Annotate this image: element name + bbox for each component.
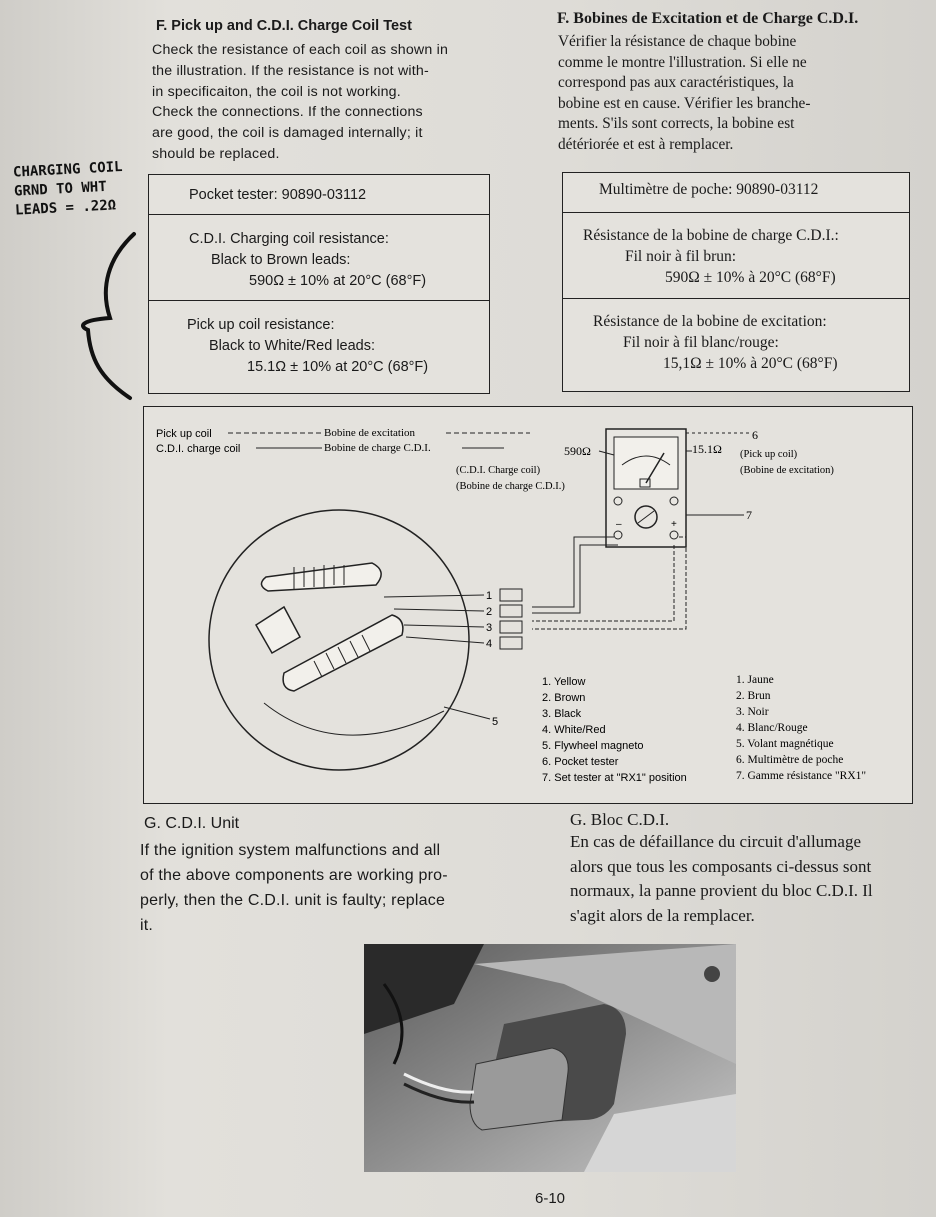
cdi-coil-value: 590Ω ± 10% at 20°C (68°F) — [249, 273, 427, 289]
part-item: 4. White/Red — [542, 724, 606, 736]
cdi-coil-leads: Black to Brown leads: — [211, 252, 351, 268]
pickup-coil-leads: Black to White/Red leads: — [209, 338, 376, 354]
terminal-1: 1 — [486, 590, 493, 602]
legend-cdi-fr: Bobine de charge C.D.I. — [324, 442, 431, 454]
svg-text:+: + — [671, 519, 677, 530]
wire-connector-icon — [500, 589, 522, 649]
tester-spec: Multimètre de poche: 90890-03112 — [599, 181, 819, 198]
tester-row — [149, 175, 489, 215]
cdi-unit-photo-icon — [364, 944, 736, 1172]
terminal-2: 2 — [486, 606, 493, 618]
text-line: Check the connections. If the connections — [152, 104, 423, 121]
section-f-heading-en: F. Pick up and C.D.I. Charge Coil Test — [156, 18, 412, 34]
part-item: 2. Brown — [542, 692, 586, 704]
text-line: the illustration. If the resistance is not with- — [152, 62, 429, 79]
text-line: of the above components are working pro- — [140, 867, 448, 884]
text-line: alors que tous les composants ci-dessus sont — [570, 856, 872, 876]
text-line: s'agit alors de la remplacer. — [570, 905, 755, 925]
pickup-coil-value: 15,1Ω ± 10% à 20°C (68°F) — [663, 355, 838, 372]
text-line: comme le montre l'illustration. Si elle ne — [558, 53, 807, 71]
text-line: correspond pas aux caractéristiques, la — [558, 74, 794, 91]
callout-7: 7 — [746, 508, 752, 522]
note-line: GRND TO WHT — [13, 178, 108, 200]
text-line: ments. S'ils sont corrects, la bobine est — [558, 115, 795, 132]
terminal-4: 4 — [486, 638, 493, 650]
text-line: If the ignition system malfunctions and all — [140, 842, 441, 859]
svg-text:–: – — [616, 519, 622, 530]
legend-pickup-en: Pick up coil — [156, 428, 212, 440]
legend-pickup-fr: Bobine de excitation — [324, 427, 416, 439]
section-f-text-en — [152, 40, 497, 165]
handwritten-bracket-icon — [60, 228, 140, 403]
pickup-coil-title: Résistance de la bobine de excitation: — [593, 313, 827, 330]
part-item: 3. Noir — [736, 706, 769, 718]
text-line: normaux, la panne provient du bloc C.D.I. Il — [570, 881, 873, 900]
cdi-coil-label-en: (C.D.I. Charge coil) — [456, 465, 541, 476]
part-item: 3. Black — [542, 708, 582, 720]
parts-list-fr — [736, 674, 866, 782]
cdi-coil-title: Résistance de la bobine de charge C.D.I.: — [583, 227, 839, 244]
section-g-heading-fr: G. Bloc C.D.I. — [570, 810, 670, 829]
terminal-3: 3 — [486, 622, 493, 634]
text-line: En cas de défaillance du circuit d'allumage — [570, 832, 861, 851]
tester-row — [563, 173, 909, 213]
cdi-coil-row — [563, 213, 909, 299]
text-line: perly, then the C.D.I. unit is faulty; replace — [140, 892, 446, 909]
wiring-diagram-svg — [144, 407, 911, 802]
callout-6: 6 — [752, 428, 758, 442]
meter-right-value: 15.1Ω — [692, 442, 722, 456]
section-g-text-en — [140, 838, 502, 938]
spec-box-en — [148, 174, 490, 394]
cdi-unit-photo — [364, 944, 736, 1172]
text-line: détériorée et est à remplacer. — [558, 135, 734, 153]
part-item: 2. Brun — [736, 690, 771, 702]
section-g-text-fr — [570, 830, 928, 928]
tester-spec: Pocket tester: 90890-03112 — [189, 187, 367, 203]
part-item: 5. Volant magnétique — [736, 738, 834, 750]
text-line: should be replaced. — [152, 145, 280, 162]
note-line: CHARGING COIL — [12, 158, 123, 181]
section-f-heading-fr: F. Bobines de Excitation et de Charge C.D.I. — [557, 10, 859, 27]
callout-5: 5 — [492, 716, 499, 728]
part-item: 6. Multimètre de poche — [736, 754, 844, 766]
page-number: 6-10 — [535, 1190, 566, 1207]
text-line: in specificaiton, the coil is not working. — [152, 83, 401, 100]
cdi-coil-value: 590Ω ± 10% à 20°C (68°F) — [665, 269, 836, 286]
pickup-coil-leads: Fil noir à fil blanc/rouge: — [623, 334, 779, 351]
cdi-coil-label-fr: (Bobine de charge C.D.I.) — [456, 481, 565, 492]
pocket-tester-icon — [606, 429, 686, 547]
pickup-coil-row — [563, 299, 909, 389]
legend-cdi-en: C.D.I. charge coil — [156, 443, 241, 455]
cdi-coil-leads: Fil noir à fil brun: — [625, 248, 737, 265]
part-item: 1. Jaune — [736, 674, 774, 686]
section-f-text-fr — [558, 32, 896, 155]
text-line: are good, the coil is damaged internally; it — [152, 125, 423, 142]
part-item: 6. Pocket tester — [542, 756, 619, 768]
pickup-coil-label-fr: (Bobine de excitation) — [740, 465, 834, 476]
wiring-diagram — [143, 406, 913, 804]
note-line: LEADS = .22Ω — [14, 197, 117, 219]
part-item: 1. Yellow — [542, 676, 586, 688]
pickup-coil-title: Pick up coil resistance: — [187, 317, 335, 333]
pickup-coil-value: 15.1Ω ± 10% at 20°C (68°F) — [247, 359, 429, 375]
pickup-coil-row — [149, 301, 489, 389]
spec-box-fr — [562, 172, 910, 392]
text-line: Check the resistance of each coil as shown in — [152, 42, 449, 58]
meter-left-value: 590Ω — [564, 444, 591, 458]
handwritten-note — [13, 156, 156, 220]
part-item: 7. Set tester at "RX1" position — [542, 772, 687, 784]
pickup-coil-label-en: (Pick up coil) — [740, 449, 798, 460]
part-item: 4. Blanc/Rouge — [736, 722, 808, 734]
text-line: bobine est en cause. Vérifier les branche- — [558, 94, 811, 112]
cdi-coil-row — [149, 215, 489, 301]
part-item: 5. Flywheel magneto — [542, 740, 644, 752]
text-line: it. — [140, 917, 154, 934]
parts-list-en — [542, 676, 687, 784]
cdi-coil-title: C.D.I. Charging coil resistance: — [189, 231, 389, 247]
text-line: Vérifier la résistance de chaque bobine — [558, 33, 797, 50]
flywheel-magneto-icon — [209, 510, 469, 770]
part-item: 7. Gamme résistance "RX1" — [736, 770, 867, 782]
section-g-heading-en: G. C.D.I. Unit — [144, 815, 240, 832]
